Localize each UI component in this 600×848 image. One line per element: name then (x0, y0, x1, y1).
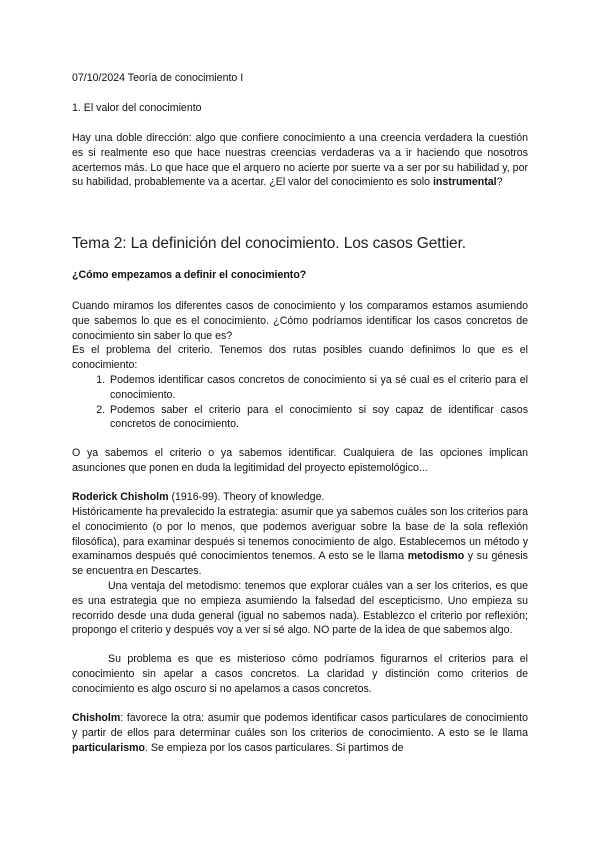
author-name-short: Chisholm (72, 712, 121, 724)
paragraph-particularismo (72, 711, 528, 755)
tema2-title: Tema 2: La definición del conocimiento. Los casos Gettier. (72, 235, 466, 252)
routes-list (72, 373, 528, 432)
paragraph-valor-text: Hay una doble dirección: algo que confiere conocimiento a una creencia verdadera la cuestión es si realmente eso que hace nuestras creencias verdaderas va a ir haciendo que nosotros acertemos más. Lo que hace que el arquero no acierte por suerte va a ser por su habilidad y, por su habilidad, probablemente va a acertar. ¿El valor del conocimiento es solo (72, 132, 528, 189)
paragraph-criterio: Es el problema del criterio. Tenemos dos rutas posibles cuando definimos lo que es el conocimiento: (72, 344, 528, 371)
question-heading: ¿Cómo empezamos a definir el conocimiento? (72, 269, 307, 281)
author-info: (1916-99). Theory of knowledge. (168, 491, 325, 503)
paragraph-particularismo-text: : favorece la otra: asumir que podemos identificar casos particulares de conocimiento y partir de ellos para determinar cuáles son los criterios de conocimiento. A esto se le llama (72, 712, 528, 739)
bold-term-instrumental: instrumental (432, 176, 497, 189)
paragraph-valor-end: ? (496, 176, 503, 189)
bold-term-metodismo: metodismo (407, 550, 465, 563)
document-title: 07/10/2024 Teoría de conocimiento I (72, 72, 244, 84)
paragraph-metodismo-end: y su génesis se encuentra en Descartes. (72, 550, 528, 578)
paragraph-problema: Su problema es que es misterioso cómo podríamos figurarnos el criterios para el conocimiento sin apelar a casos concretos. La claridad y distinción como criterios de conocimiento es algo oscuro si no apelamos a casos concretos. (72, 653, 528, 695)
paragraph-ventaja: Una ventaja del metodismo: tenemos que explorar cuáles van a ser los criterios, es que es una estrategia que no empieza asumiendo la falsedad del escepticismo. Uno empieza su recorrido desde una duda general (igual no sabemos nada). Establezco el criterio por reflexión; propongo el criterio y después voy a ver si sé algo. NO parte de la idea de que sabemos algo. (72, 580, 528, 637)
paragraph-metodismo (72, 505, 528, 579)
paragraph-valor (72, 131, 528, 190)
list-item: 2. Podemos saber el criterio para el conocimiento si soy capaz de identificar casos concretos de conocimiento. (108, 403, 528, 433)
paragraph-particularismo-end: . Se empieza por los casos particulares. Si partimos de (145, 741, 404, 754)
paragraph-intro: Cuando miramos los diferentes casos de conocimiento y los comparamos estamos asumiendo que sabemos lo que es el conocimiento. ¿Cómo podríamos identificar los casos concretos de conocimiento sin saber lo que es? (72, 300, 528, 342)
paragraph-conclusion: O ya sabemos el criterio o ya sabemos identificar. Cualquiera de las opciones implican asunciones que ponen en duda la legitimidad del proyecto epistemológico... (72, 447, 528, 474)
author-line (72, 490, 528, 505)
section-heading: 1. El valor del conocimiento (72, 102, 202, 114)
author-name: Roderick Chisholm (72, 491, 169, 503)
list-item: 1. Podemos identificar casos concretos de conocimiento si ya sé cual es el criterio para el conocimiento. (108, 373, 528, 403)
paragraph-metodismo-text: Históricamente ha prevalecido la estrategia: asumir que ya sabemos cuáles son los criterios para el conocimiento (o por lo menos, que podemos averiguar sobre la base de la sola reflexión filosófica), para examinar después si tenemos conocimiento de algo. Establecemos un método y examinamos después qué conocimientos tenemos. A esto se le llama (72, 506, 528, 563)
bold-term-particularismo: particularismo (72, 741, 146, 754)
